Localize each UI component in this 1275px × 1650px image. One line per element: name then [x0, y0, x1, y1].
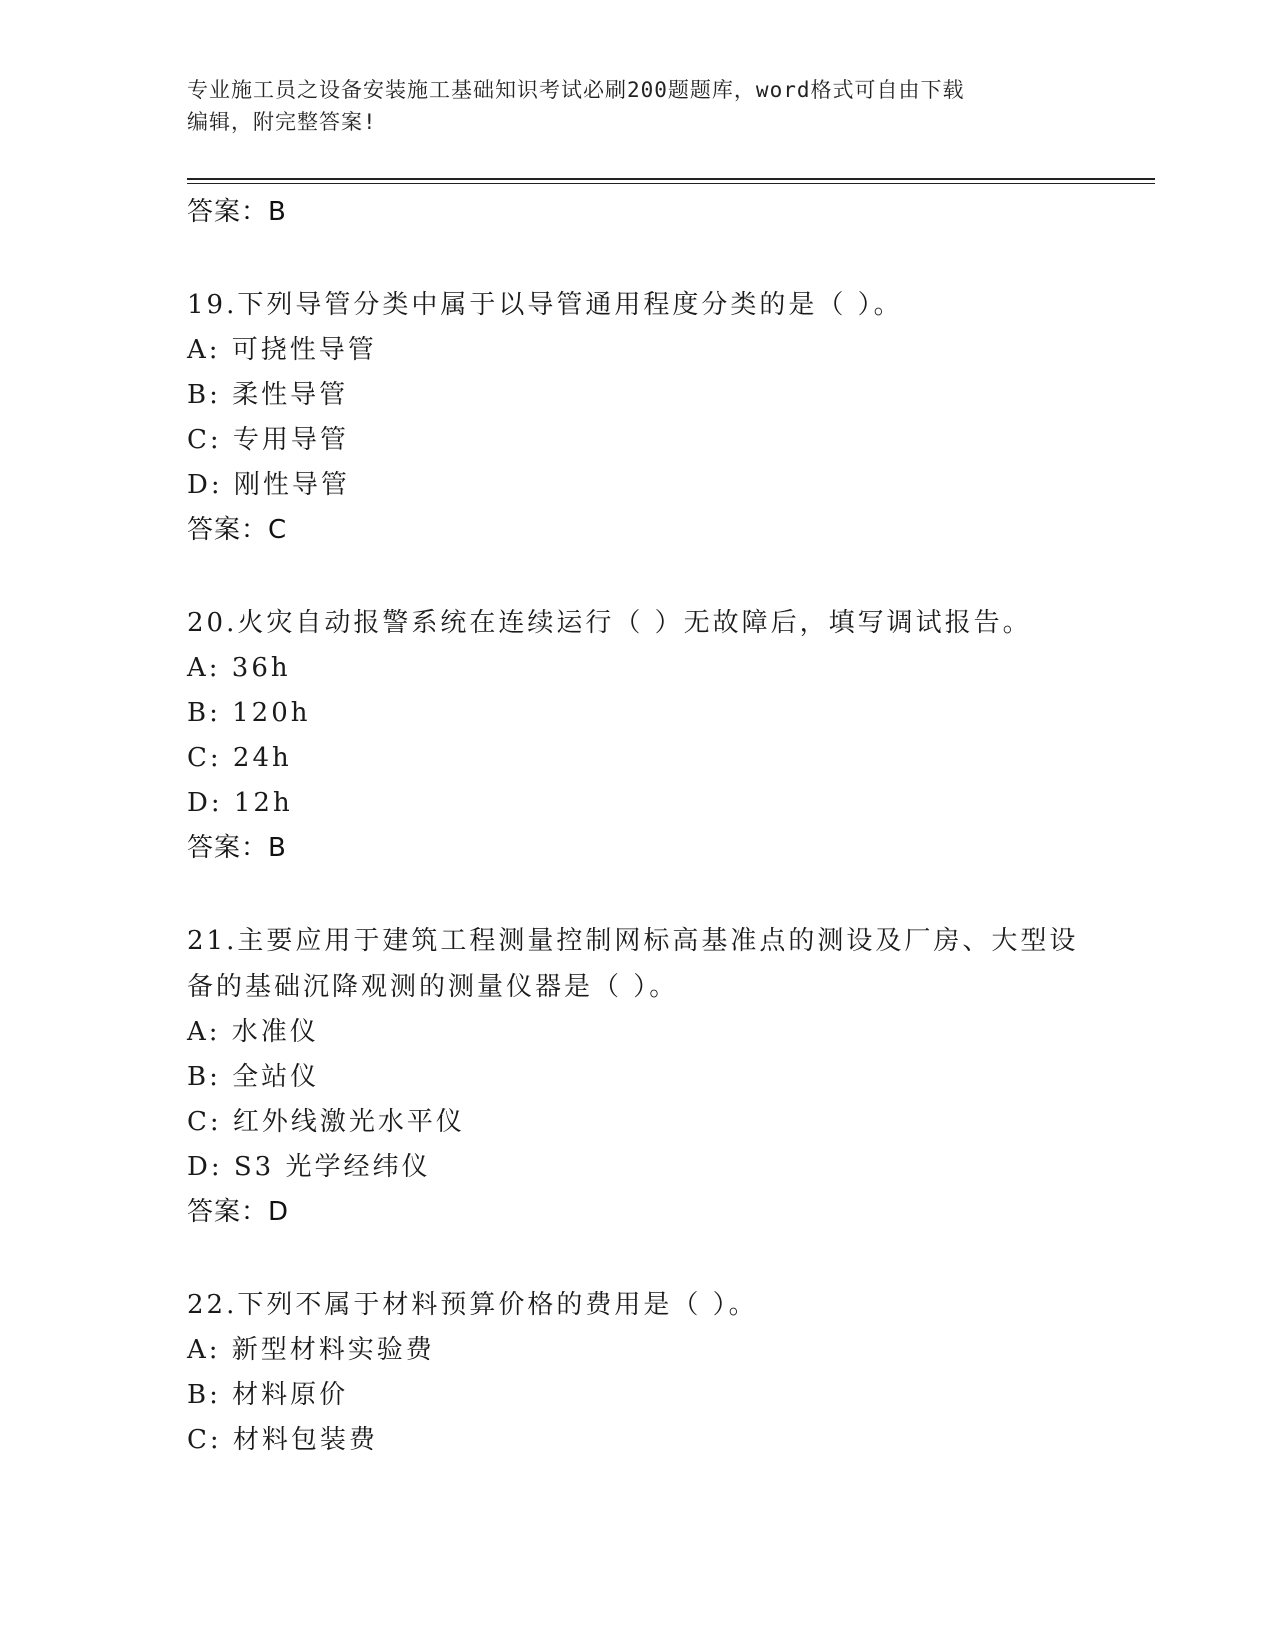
question-22-option-c: C: 材料包装费 — [187, 1425, 378, 1455]
question-19-option-c: C: 专用导管 — [187, 425, 349, 455]
question-number: 19. — [187, 290, 238, 320]
question-20-option-d: D: 12h — [187, 788, 293, 818]
header-line-1: 专业施工员之设备安装施工基础知识考试必刷200题题库，word格式可自由下载 — [187, 78, 965, 102]
question-number: 21. — [187, 926, 238, 956]
question-text: 下列导管分类中属于以导管通用程度分类的是（ ）。 — [237, 290, 903, 320]
question-20-option-c: C: 24h — [187, 743, 292, 773]
question-number: 20. — [187, 608, 238, 638]
question-22-stem — [187, 1282, 1087, 1328]
header-divider-thick — [187, 178, 1155, 180]
question-22-option-b: B: 材料原价 — [187, 1380, 349, 1410]
header-line-2: 编辑，附完整答案! — [187, 110, 377, 134]
question-21-answer: 答案：D — [187, 1197, 290, 1227]
question-list — [187, 190, 1087, 1463]
question-text-line-1: 主要应用于建筑工程测量控制网标高基准点的测设及厂房、大型设 — [237, 926, 1079, 956]
question-20 — [187, 600, 1087, 870]
question-text: 火灾自动报警系统在连续运行（ ）无故障后，填写调试报告。 — [237, 608, 1032, 638]
document-header — [187, 74, 1067, 138]
question-19-option-d: D: 刚性导管 — [187, 470, 350, 500]
question-22 — [187, 1282, 1087, 1463]
question-20-option-a: A: 36h — [187, 653, 291, 683]
header-divider-thin — [187, 183, 1155, 184]
question-19-option-a: A: 可挠性导管 — [187, 335, 377, 365]
answer-prev: 答案：B — [187, 197, 287, 227]
question-21 — [187, 918, 1087, 1234]
question-19-option-b: B: 柔性导管 — [187, 380, 349, 410]
question-22-option-a: A: 新型材料实验费 — [187, 1335, 435, 1365]
question-21-option-c: C: 红外线激光水平仪 — [187, 1107, 465, 1137]
question-20-stem — [187, 600, 1087, 646]
question-21-option-a: A: 水准仪 — [187, 1017, 319, 1047]
question-text: 下列不属于材料预算价格的费用是（ ）。 — [237, 1290, 758, 1320]
question-21-stem — [187, 918, 1087, 1010]
question-21-option-b: B: 全站仪 — [187, 1062, 320, 1092]
question-19-answer: 答案：C — [187, 515, 288, 545]
question-number: 22. — [187, 1290, 238, 1320]
question-20-answer: 答案：B — [187, 833, 287, 863]
question-21-option-d: D: S3 光学经纬仪 — [187, 1152, 431, 1182]
question-20-option-b: B: 120h — [187, 698, 311, 728]
question-19-stem — [187, 282, 1087, 328]
question-19 — [187, 282, 1087, 552]
question-text-line-2: 备的基础沉降观测的测量仪器是（ ）。 — [187, 972, 679, 1002]
